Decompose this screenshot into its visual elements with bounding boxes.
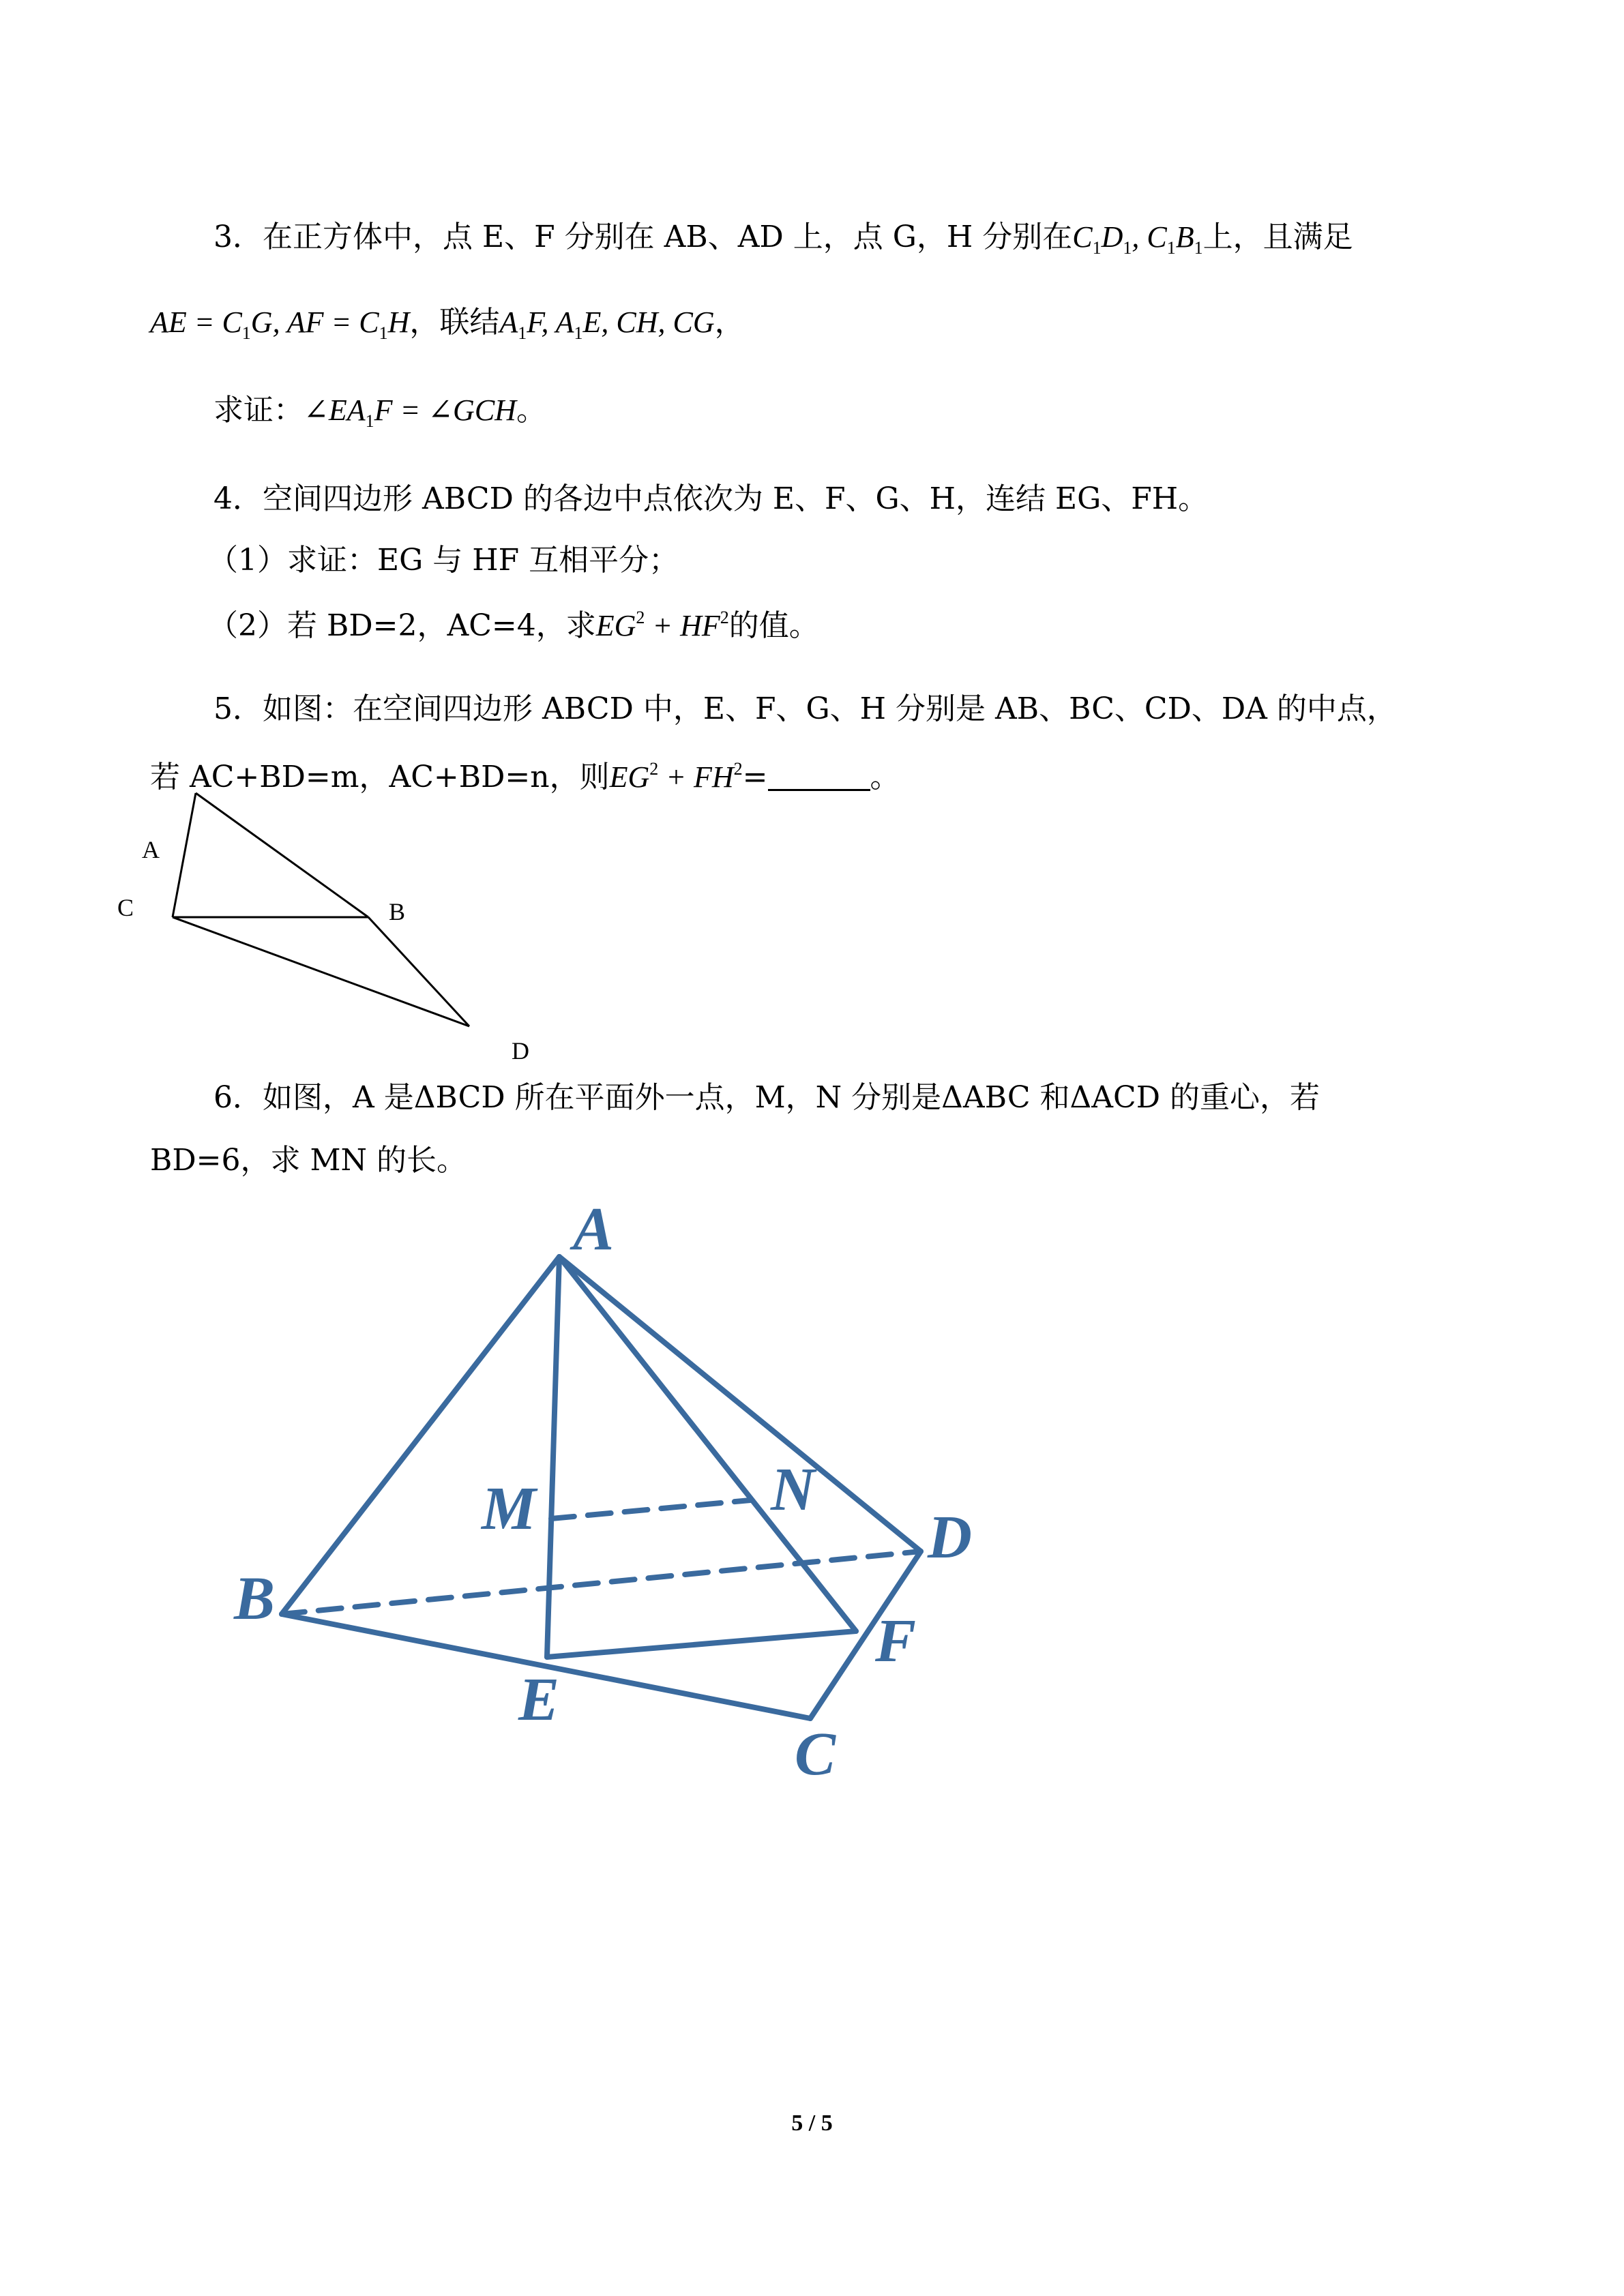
page-number: 5 / 5 xyxy=(791,2111,833,2136)
q5-label-a: A xyxy=(142,836,160,863)
q6-label-m: M xyxy=(482,1475,537,1542)
q3-math-4: $\angle EA_1F$ = ∠GCH xyxy=(304,393,516,431)
q5-answer-blank xyxy=(768,759,870,791)
q3-text-2b: ， xyxy=(714,305,745,340)
q3-math-3: $A_1F$, $A_1E$, CH, CG xyxy=(499,305,715,343)
q6-line2: BD=6，求 MN 的长。 xyxy=(150,1143,467,1178)
q6-edge-ae xyxy=(547,1257,559,1657)
q5-edge-ab xyxy=(196,793,368,917)
q3-text-1b: 上，且满足 xyxy=(1202,220,1353,254)
q5-edge-ac xyxy=(173,793,196,917)
q3-math-2: AE = $C_1G$, AF = $C_1H$ xyxy=(150,305,410,343)
q4-math: $EG^2 + HF^2$ xyxy=(595,608,729,642)
q5-text-2b: = xyxy=(742,760,768,794)
q6-label-n: N xyxy=(771,1456,815,1523)
q5-edge-bd xyxy=(368,917,469,1026)
q5-label-c: C xyxy=(117,894,134,921)
q6-line1: 6．如图，A 是ΔBCD 所在平面外一点，M，N 分别是ΔABC 和ΔACD 的重心，若 xyxy=(213,1080,1320,1115)
q6-edge-ef xyxy=(547,1631,856,1657)
q6-edge-ab xyxy=(282,1257,559,1614)
q6-label-a: A xyxy=(573,1195,615,1263)
q5-edge-cd xyxy=(173,917,469,1026)
q6-label-c: C xyxy=(795,1720,836,1788)
q5-math: $EG^2 + FH^2$ xyxy=(609,759,743,794)
q6-label-f: F xyxy=(875,1607,917,1675)
q4-text-3b: 的值。 xyxy=(728,608,819,643)
q3-text-2: ，联结 xyxy=(409,305,500,340)
q6-edge-bd-dashed xyxy=(282,1551,921,1614)
q3-text-3: 求证： xyxy=(213,393,304,428)
q5-line2 xyxy=(150,757,900,798)
q5-line1: 5．如图：在空间四边形 ABCD 中，E、F、G、H 分别是 AB、BC、CD、DA 的中点， xyxy=(213,691,1397,726)
q3-line1 xyxy=(213,217,1353,258)
q6-label-b: B xyxy=(234,1565,276,1632)
q6-segment-mn-dashed xyxy=(551,1500,750,1519)
q4-line2: （1）求证：EG 与 HF 互相平分； xyxy=(208,543,679,578)
q6-label-e: E xyxy=(518,1666,560,1733)
q5-label-d: D xyxy=(512,1037,529,1064)
q3-text-1: 3．在正方体中，点 E、F 分别在 AB、AD 上，点 G，H 分别在 xyxy=(213,220,1073,254)
q6-label-d: D xyxy=(928,1504,972,1571)
q5-label-b: B xyxy=(389,898,406,925)
q6-edge-ad xyxy=(559,1257,921,1551)
q6-edge-af xyxy=(559,1257,856,1631)
q3-line2 xyxy=(150,302,745,343)
q3-math-1: $C_1D_1$, $C_1B_1$ xyxy=(1072,220,1203,258)
q5-text-2: 若 AC+BD=m，AC+BD=n，则 xyxy=(150,760,610,794)
q3-line3 xyxy=(213,390,546,431)
q5-text-2c: 。 xyxy=(870,760,900,794)
q4-text-3: （2）若 BD=2，AC=4，求 xyxy=(208,608,596,643)
q3-text-3b: 。 xyxy=(516,393,546,428)
q4-line1: 4．空间四边形 ABCD 的各边中点依次为 E、F、G、H，连结 EG、FH。 xyxy=(213,481,1209,516)
q4-line3 xyxy=(208,606,819,646)
